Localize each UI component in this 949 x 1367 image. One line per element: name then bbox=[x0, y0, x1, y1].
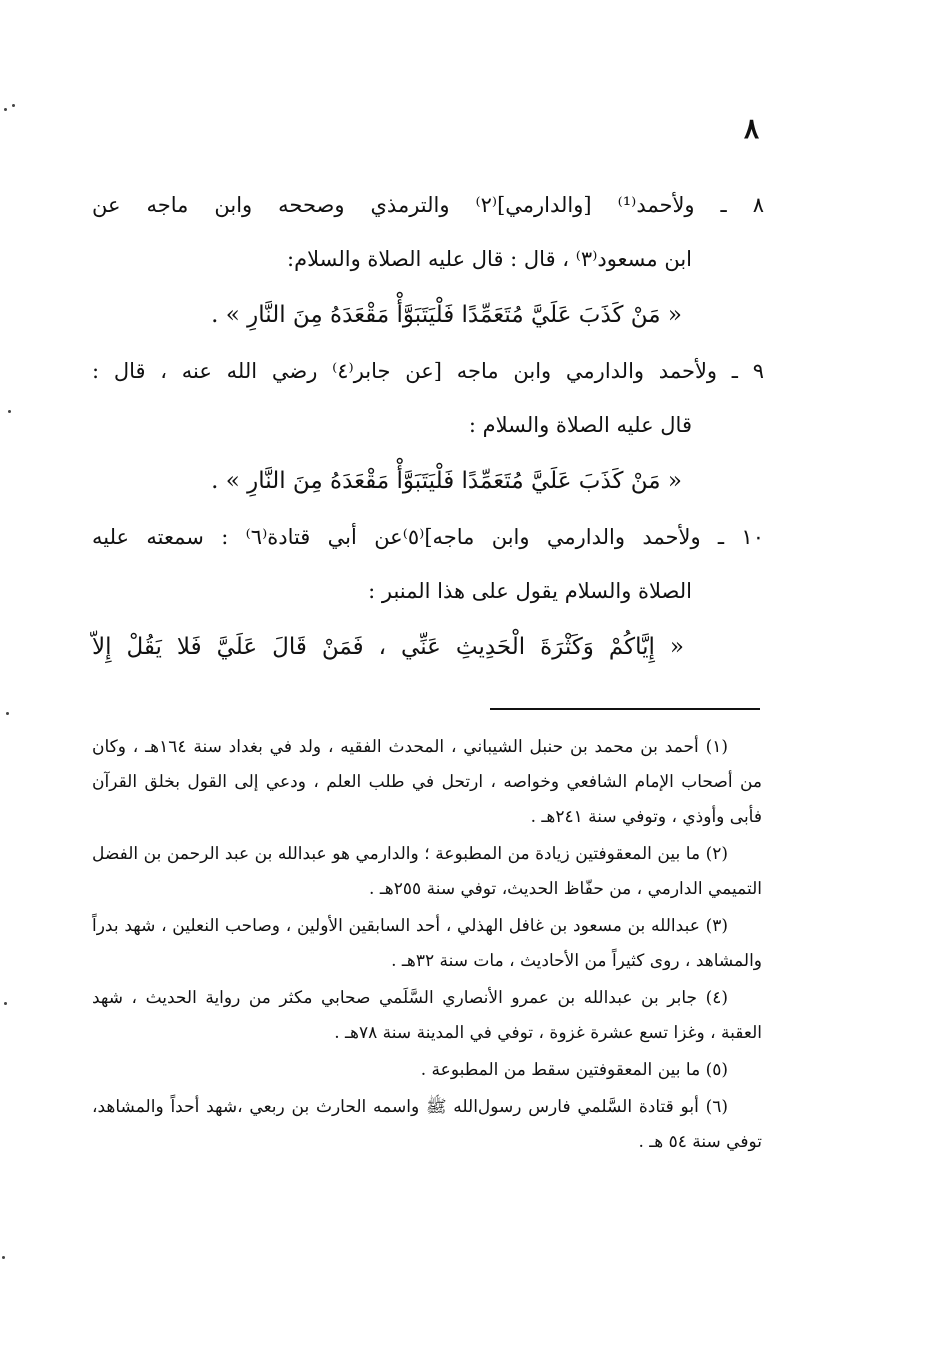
hadith-line: ابن مسعود⁽٣⁾ ، قال : قال عليه الصلاة والسلام: bbox=[287, 247, 692, 271]
scan-speck bbox=[4, 108, 7, 111]
hadith-10 bbox=[92, 510, 764, 618]
scan-speck bbox=[2, 1256, 5, 1259]
hadith-line: ٩ ـ ولأحمد والدارمي وابن ماجه [عن جابر⁽٤⁾ رضي الله عنه ، قال : bbox=[92, 359, 764, 383]
hadith-8 bbox=[92, 178, 764, 286]
hadith-quote: « مَنْ كَذَبَ عَلَيَّ مُتَعَمِّدًا فَلْيَتَبَوَّأْ مَقْعَدَهُ مِنَ النَّارِ » . bbox=[211, 302, 682, 328]
footnotes bbox=[92, 730, 762, 1162]
footnote-4: (٤) جابر بن عبدالله بن عمرو الأنصاري السَّلَمي صحابي مكثر من رواية الحديث ، شهد العقبة ، وغزا تسع عشرة غزوة ، توفي في المدينة سنة ٧٨هـ . bbox=[92, 988, 762, 1043]
footnote-6: (٦) أبو قتادة السَّلمي فارس رسول‌الله ﷺ واسمه الحارث بن ربعي ،شهد أحداً والمشاهد، توفي سنة ٥٤ هـ . bbox=[92, 1097, 762, 1152]
footnote-5: (٥) ما بين المعقوفتين سقط من المطبوعة . bbox=[420, 1060, 728, 1080]
footnote-2: (٢) ما بين المعقوفتين زيادة من المطبوعة ؛ والدارمي هو عبدالله بن عبد الرحمن بن الفضل التميمي الدارمي ، من حفّاظ الحديث، توفي سنة ٢٥٥هـ . bbox=[92, 844, 762, 899]
hadith-line: ١٠ ـ ولأحمد والدارمي وابن ماجه]⁽٥⁾عن أبي قتادة⁽٦⁾ : سمعته عليه bbox=[92, 525, 764, 549]
hadith-line: ٨ ـ ولأحمد⁽¹⁾ [والدارمي]⁽٢⁾ والترمذي وصححه وابن ماجه عن bbox=[92, 193, 764, 217]
hadith-quote: « إِيَّاكُمْ وَكَثْرَةَ الْحَدِيثِ عَنِّي ، فَمَنْ قَالَ عَلَيَّ فَلا يَقُلْ إِلاّ bbox=[92, 634, 684, 660]
scan-speck bbox=[6, 712, 9, 715]
page-number: ٨ bbox=[744, 112, 760, 145]
scan-speck bbox=[8, 410, 11, 413]
footnote-divider bbox=[490, 708, 760, 710]
footnote-1: (١) أحمد بن محمد بن حنبل الشيباني ، المحدث الفقيه ، ولد في بغداد سنة ١٦٤هـ ، وكان من أصحاب الإمام الشافعي وخواصه ، ارتحل في طلب العلم ، ودعي إلى القول بخلق القرآن فأبى وأوذي ، وتوفي سنة ٢٤١هـ . bbox=[92, 737, 762, 827]
hadith-9 bbox=[92, 344, 764, 452]
scan-speck bbox=[12, 104, 15, 107]
scan-speck bbox=[4, 1002, 7, 1005]
hadith-line: قال عليه الصلاة والسلام : bbox=[468, 413, 692, 437]
hadith-line: الصلاة والسلام يقول على هذا المنبر : bbox=[368, 579, 692, 603]
footnote-3: (٣) عبدالله بن مسعود بن غافل الهذلي ، أحد السابقين الأولين ، وصاحب النعلين ، شهد بدراً والمشاهد ، روى كثيراً من الأحاديث ، مات سنة ٣٢هـ . bbox=[92, 916, 762, 971]
hadith-quote: « مَنْ كَذَبَ عَلَيَّ مُتَعَمِّدًا فَلْيَتَبَوَّأْ مَقْعَدَهُ مِنَ النَّارِ » . bbox=[211, 468, 682, 494]
main-text bbox=[92, 178, 764, 676]
